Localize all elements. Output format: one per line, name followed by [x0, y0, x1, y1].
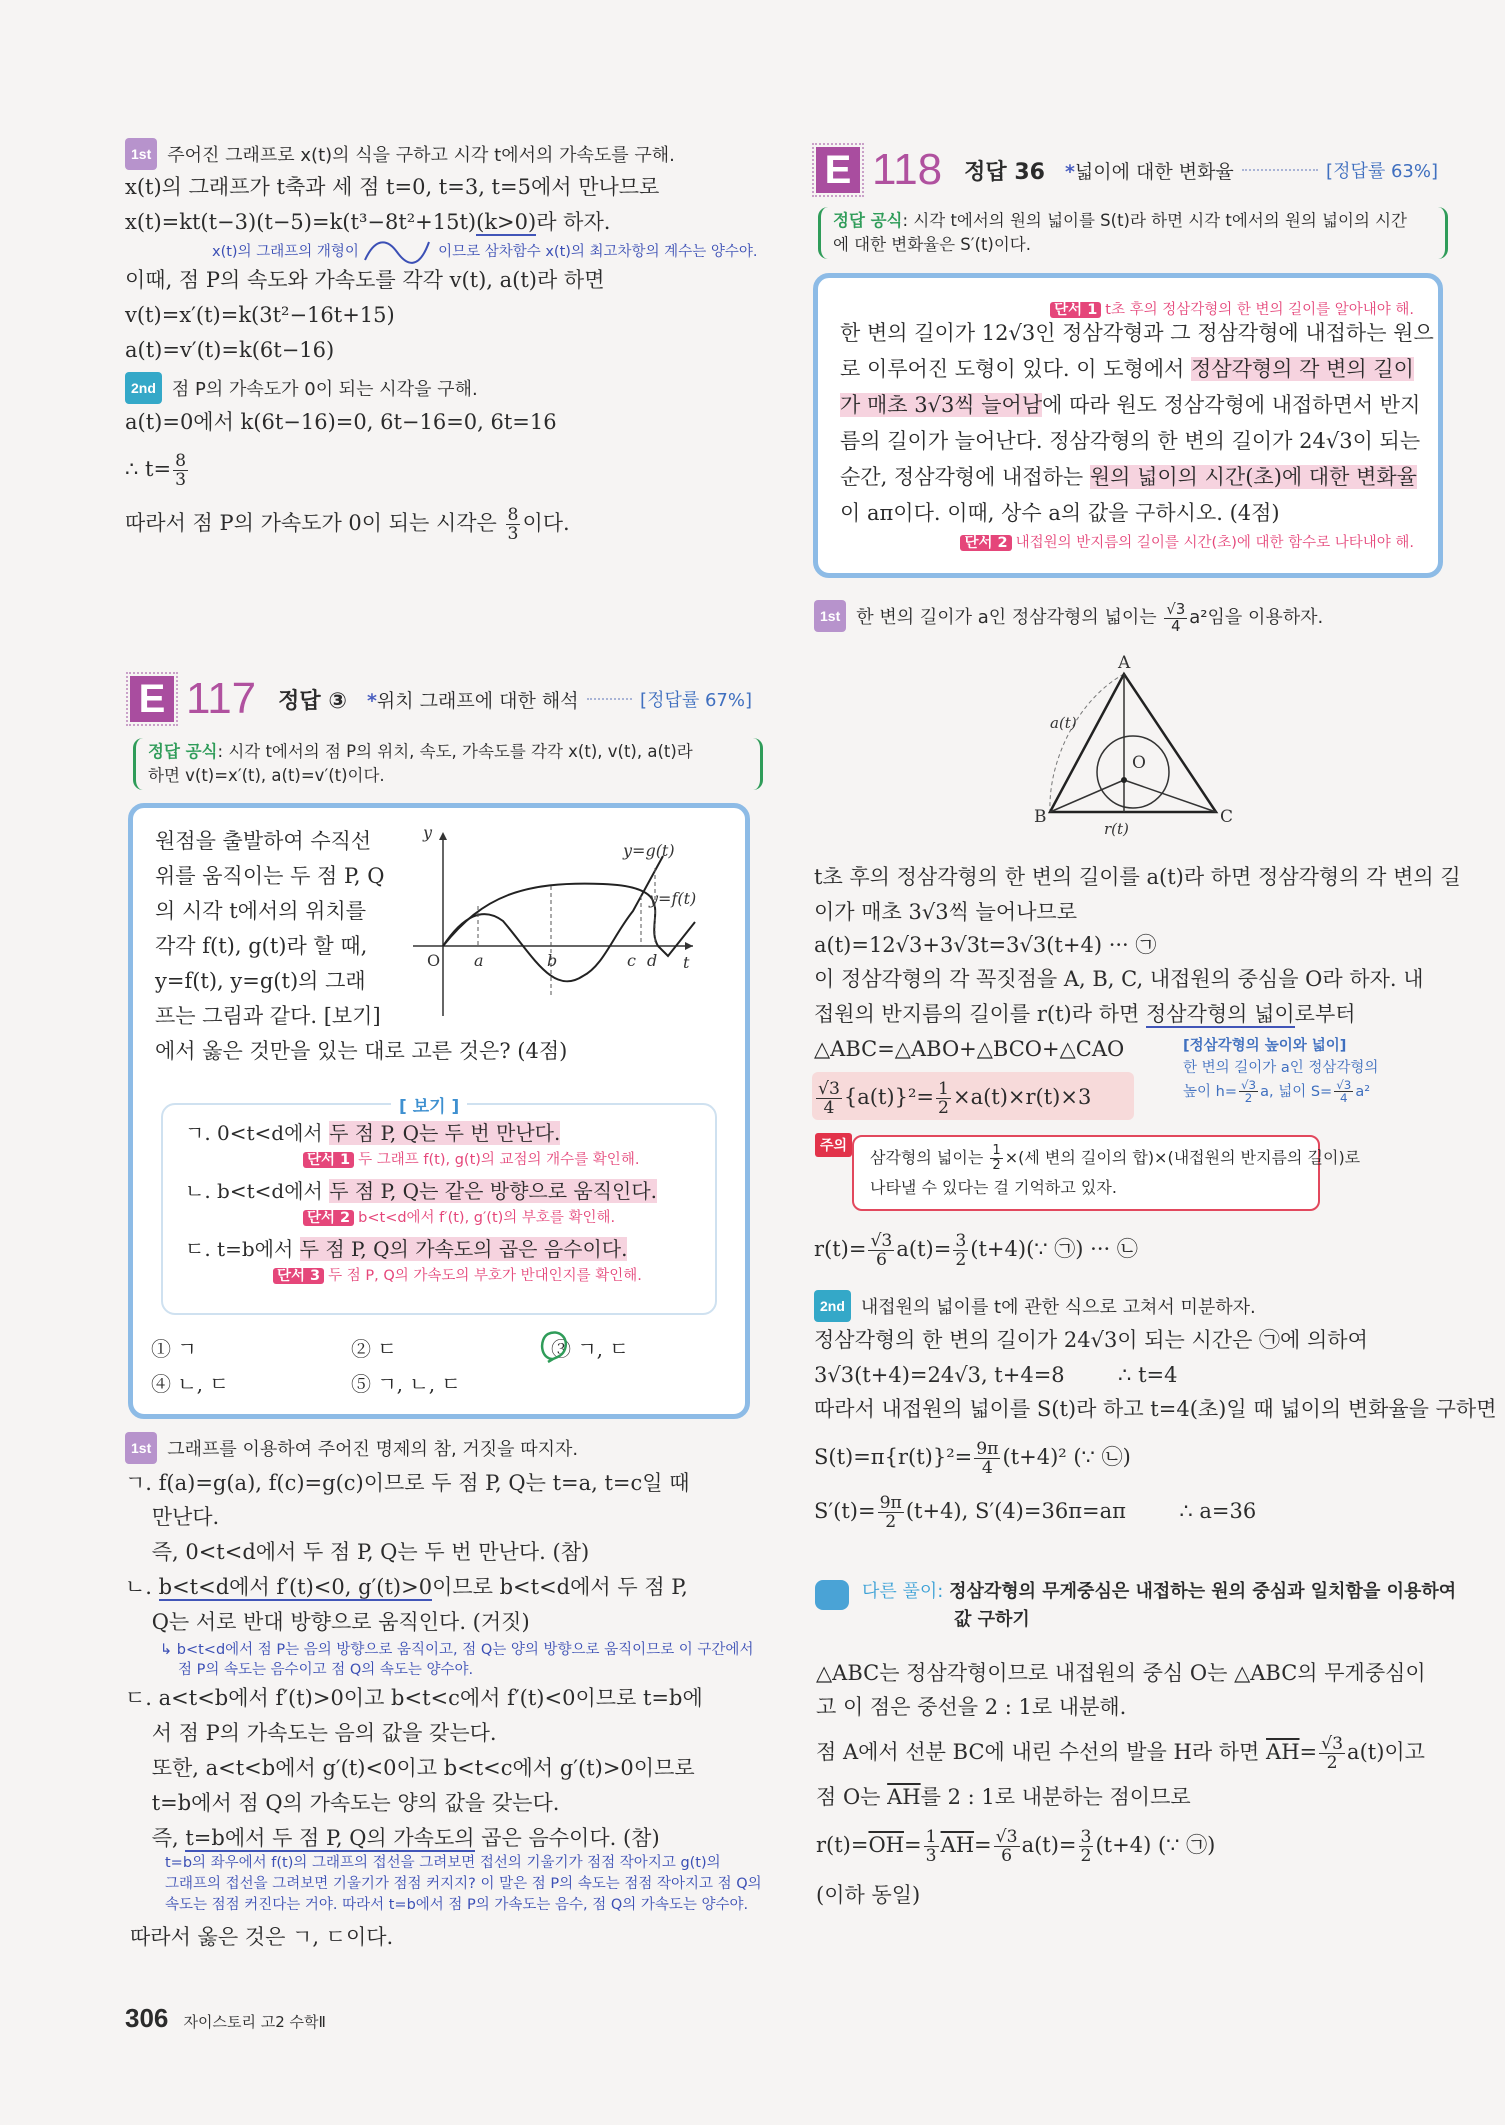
hint-text: 내접원의 반지름의 길이를 시간(초)에 대한 함수로 나타내야 해. — [1015, 535, 1414, 551]
fraction: $\frac{8}{3}$ — [507, 505, 519, 545]
solution-line: a(t)=v′(t)=k(6t−16) — [125, 338, 335, 362]
f-label: y=f(t) — [649, 889, 697, 908]
solution-line: 즉, 0<t<d에서 두 점 P, Q는 두 번 만난다. (참) — [125, 1540, 590, 1564]
choice-option[interactable]: ⑤ ㄱ, ㄴ, ㄷ — [351, 1372, 461, 1396]
vertex-c-label: C — [1220, 807, 1234, 827]
highlight: 원의 넓이의 시간(초)에 대한 변화율 — [1089, 465, 1417, 489]
fraction: $\frac{9\pi}{4}$ — [976, 1439, 999, 1479]
formula-text: : 시각 t에서의 점 P의 위치, 속도, 가속도를 각각 x(t), v(t), a(t)라 — [217, 742, 693, 761]
caution-text: 삼각형의 넓이는 $\frac{1}{2}$ ×(세 변의 길이의 합)×(내접원의 반지름의 길이)로 — [870, 1143, 1361, 1173]
solution-line: Q는 서로 반대 방향으로 움직인다. (거짓) — [125, 1610, 530, 1634]
fraction: $\frac{8}{3}$ — [175, 451, 187, 491]
step1-heading — [125, 1432, 578, 1465]
problem-118-box — [813, 273, 1443, 578]
answer-formula — [818, 207, 1448, 259]
highlight: 두 점 P, Q는 두 번 만난다. — [329, 1121, 561, 1145]
problem-line: 에서 옳은 것만을 있는 대로 고른 것은? (4점) — [155, 1039, 568, 1063]
vertex-b-label: B — [1034, 807, 1047, 827]
solution-line: ㄷ. a<t<b에서 f′(t)>0이고 b<t<c에서 f′(t)<0이므로 t=b에 — [125, 1686, 703, 1710]
hint-1 — [1050, 298, 1414, 319]
solution-line: ∴ t= $\frac{8}{3}$ — [125, 451, 187, 491]
solution-line: t초 후의 정삼각형의 한 변의 길이를 a(t)라 하면 정삼각형의 각 변의 길 — [814, 865, 1461, 889]
solution-note: 그래프의 접선을 그려보면 기울기가 점점 커지지? 이 말은 점 P의 속도는 점점 작아지고 점 Q의 — [165, 1876, 762, 1892]
solution-line: 서 점 P의 가속도는 음의 값을 갖는다. — [125, 1721, 497, 1745]
y-label: y — [423, 826, 433, 842]
highlight: 두 점 P, Q의 가속도의 곱은 음수이다. — [299, 1237, 628, 1261]
problem-line: 한 변의 길이가 12√3인 정삼각형과 그 정삼각형에 내접하는 원으 — [840, 321, 1434, 345]
bogi-statement: ㄱ. 0<t<d에서 — [185, 1121, 330, 1145]
problem-line: 위를 움직이는 두 점 P, Q — [155, 864, 385, 888]
fraction: $\frac{√3}{4}$ — [1166, 601, 1186, 635]
problem-line: 름의 길이가 늘어난다. 정삼각형의 한 변의 길이가 24√3이 되는 — [840, 429, 1421, 453]
g-label: y=g(t) — [623, 841, 675, 860]
step2-badge: 2nd — [814, 1290, 851, 1322]
hint — [303, 1148, 639, 1169]
alt-title: 값 구하기 — [954, 1609, 1030, 1630]
solution-line: 이때, 점 P의 속도와 가속도를 각각 v(t), a(t)라 하면 — [125, 268, 605, 292]
correct-rate: [정답률 63%] — [1326, 161, 1438, 182]
formula-label: 정답 공식 — [833, 211, 903, 230]
solution-line: 따라서 내접원의 넓이를 S(t)라 하고 t=4(초)일 때 넓이의 변화율을 구하면 — [814, 1397, 1497, 1421]
hint-tag: 단서 3 — [273, 1268, 324, 1284]
fraction: $\frac{1}{2}$ — [992, 1143, 1001, 1173]
book-title: 자이스토리 고2 수학Ⅱ — [183, 2013, 326, 2031]
y-axis-arrow-icon — [439, 832, 447, 840]
fraction: $\frac{√3}{2}$ — [1240, 1078, 1257, 1106]
bogi-item — [185, 1234, 627, 1264]
problem-line: 의 시각 t에서의 위치를 — [155, 899, 367, 923]
correct-rate: [정답률 67%] — [640, 690, 752, 711]
step2-heading — [814, 1290, 1256, 1323]
conclusion: 따라서 옳은 것은 ㄱ, ㄷ이다. — [130, 1925, 394, 1949]
dotted-leader — [1242, 169, 1318, 171]
underline: 정삼각형의 넓이 — [1145, 1002, 1295, 1026]
fraction: $\frac{√3}{6}$ — [870, 1231, 893, 1271]
solution-line: ㄱ. f(a)=g(a), f(c)=g(c)이므로 두 점 P, Q는 t=a, t=c일 때 — [125, 1471, 690, 1495]
step2-badge: 2nd — [125, 372, 162, 404]
solution-note: ↳ b<t<d에서 점 P는 음의 방향으로 움직이고, 점 Q는 양의 방향으로 움직이므로 이 구간에서 — [160, 1642, 754, 1658]
formula-text: 하면 v(t)=x′(t), a(t)=v′(t)이다. — [148, 766, 385, 785]
side-note — [1183, 1035, 1378, 1105]
formula-text: 에 대한 변화율은 S′(t)이다. — [833, 235, 1031, 254]
step1-heading — [814, 600, 1323, 634]
bogi-statement: ㄴ. b<t<d에서 — [185, 1179, 330, 1203]
note-text: 이므로 삼차함수 x(t)의 최고차항의 계수는 양수야. — [438, 244, 758, 260]
problem-117-box — [128, 803, 750, 1419]
hint-text: t초 후의 정삼각형의 한 변의 길이를 알아내야 해. — [1105, 302, 1414, 318]
solution-line: a(t)=12√3+3√3t=3√3(t+4) ··· ㉠ — [814, 933, 1157, 957]
solution-line: $r(t)=\overline{OH}=$ $\frac{1}{3}$ $\overline{AH}=$ $\frac{√3}{6}$ a(t)= $\frac{3}{2}$ (t+4) (∵ ㉠) — [816, 1827, 1216, 1867]
problem-line: 원점을 출발하여 수직선 — [155, 829, 372, 853]
problem-line: 로 이루어진 도형이 있다. 이 도형에서 정삼각형의 각 변의 길이 — [840, 357, 1414, 381]
cubic-curve-icon — [363, 240, 433, 264]
problem-118-header — [816, 145, 1438, 195]
highlight: 가 매초 3√3씩 늘어남 — [840, 393, 1043, 417]
alt-label: 다른 풀이: — [862, 1581, 944, 1602]
hint-tag: 단서 2 — [303, 1210, 354, 1226]
problem-line: 각각 f(t), g(t)라 할 때, — [155, 934, 368, 958]
page-number: 306 — [125, 2003, 169, 2033]
step1-title: 그래프를 이용하여 주어진 명제의 참, 거짓을 따지자. — [167, 1439, 579, 1460]
underline: (k>0) — [476, 210, 537, 234]
solution-line: x(t)의 그래프가 t축과 세 점 t=0, t=3, t=5에서 만나므로 — [125, 175, 660, 199]
star-icon: * — [366, 689, 377, 712]
fraction: $\frac{√3}{6}$ — [995, 1827, 1018, 1867]
solution-line: 이 정삼각형의 각 꼭짓점을 A, B, C, 내접원의 중심을 O라 하자. 내 — [814, 967, 1424, 991]
bogi-title: [ 보기 ] — [391, 1092, 467, 1117]
solution-line: 접원의 반지름의 길이를 r(t)라 하면 정삼각형의 넓이로부터 — [814, 1002, 1356, 1026]
segment: $\overline{OH}$ — [868, 1833, 904, 1858]
problem-line: 순간, 정삼각형에 내접하는 원의 넓이의 시간(초)에 대한 변화율 — [840, 465, 1417, 489]
highlight: 두 점 P, Q는 같은 방향으로 움직인다. — [329, 1179, 658, 1203]
side-note-title: [정삼각형의 높이와 넓이] — [1183, 1038, 1347, 1054]
choice-option[interactable]: ④ ㄴ, ㄷ — [151, 1372, 229, 1396]
choice-option[interactable]: ③ ㄱ, ㄷ — [551, 1337, 629, 1361]
triangle-diagram — [1020, 648, 1240, 838]
solution-line: 즉, t=b에서 두 점 P, Q의 가속도의 곱은 음수이다. (참) — [125, 1826, 660, 1850]
problem-number: 118 — [872, 145, 943, 194]
fraction: $\frac{√3}{4}$ — [1336, 1078, 1352, 1106]
alt-title: 정삼각형의 무게중심은 내접하는 원의 중심과 일치함을 이용하여 — [949, 1581, 1457, 1602]
hint-tag: 단서 1 — [1050, 302, 1101, 318]
solution-line: 점 A에서 선분 BC에 내린 수선의 발을 H라 하면 $\overline{AH}=$ $\frac{√3}{2}$ a(t)이고 — [816, 1734, 1425, 1774]
fraction: $\frac{1}{2}$ — [938, 1079, 949, 1119]
fraction: $\frac{1}{3}$ — [925, 1827, 937, 1867]
radius-label: r(t) — [1104, 820, 1129, 838]
caution-text: 나타낼 수 있다는 걸 기억하고 있자. — [870, 1178, 1117, 1197]
answer: 정답 ③ — [278, 688, 347, 714]
center-point — [1121, 777, 1127, 783]
hint — [273, 1264, 642, 1285]
fraction: $\frac{3}{2}$ — [1080, 1827, 1092, 1867]
side-label: a(t) — [1050, 714, 1077, 732]
fraction: $\frac{9\pi}{2}$ — [879, 1493, 902, 1533]
step1-badge: 1st — [125, 1432, 157, 1464]
side-note-text: 높이 h= $\frac{√3}{2}$ a, 넓이 S= $\frac{√3}{4}$ a² — [1183, 1078, 1371, 1106]
note-text: x(t)의 그래프의 개형이 — [212, 244, 359, 260]
hint — [303, 1206, 615, 1227]
section-letter: E — [130, 676, 174, 722]
solution-line: 이가 매초 3√3씩 늘어나므로 — [814, 900, 1077, 924]
caution-box — [852, 1135, 1361, 1211]
step1-badge: 1st — [814, 600, 846, 632]
alternative-solution-heading — [862, 1578, 1456, 1634]
solution-line: S′(t)= $\frac{9\pi}{2}$ (t+4), S′(4)=36π=aπ ∴ a=36 — [814, 1493, 1257, 1533]
triangle — [1050, 674, 1216, 812]
r-equation: r(t)= $\frac{√3}{6}$ a(t)= $\frac{3}{2}$ (t+4)(∵ ㉠) ··· ㉡ — [814, 1231, 1138, 1271]
step2-heading — [125, 372, 478, 405]
selected-circle-icon — [536, 1329, 570, 1363]
topic-text: 넓이에 대한 변화율 — [1074, 160, 1234, 183]
fraction: $\frac{3}{2}$ — [955, 1231, 967, 1271]
highlight: 정삼각형의 각 변의 길이 — [1191, 357, 1414, 381]
f-curve-tail — [658, 922, 695, 956]
answer-formula — [133, 738, 763, 790]
position-graph — [403, 826, 703, 1026]
solution-line: 따라서 점 P의 가속도가 0이 되는 시각은 $\frac{8}{3}$ 이다. — [125, 505, 570, 545]
solution-line: x(t)=kt(t−3)(t−5)=k(t³−8t²+15t)(k>0)라 하자. — [125, 210, 611, 234]
solution-line: △ABC=△ABO+△BCO+△CAO — [814, 1037, 1125, 1061]
topic — [367, 686, 579, 713]
formula-text: : 시각 t에서의 원의 넓이를 S(t)라 하면 시각 t에서의 원의 넓이의 시간 — [902, 211, 1407, 230]
hint-2 — [960, 531, 1414, 552]
topic-text: 위치 그래프에 대한 해석 — [376, 689, 579, 712]
b-label: b — [547, 951, 558, 970]
a-label: a — [474, 951, 484, 970]
solution-line: 만난다. — [125, 1505, 220, 1529]
origin-label: O — [427, 951, 441, 970]
solution-line: ㄴ. b<t<d에서 f′(t)<0, g′(t)>0이므로 b<t<d에서 두 점 P, — [125, 1575, 688, 1599]
problem-line: 이 aπ이다. 이때, 상수 a의 값을 구하시오. (4점) — [840, 501, 1280, 525]
t-axis-arrow-icon — [685, 942, 693, 950]
underline: t=b에서 두 점 P, Q의 가속도의 — [185, 1826, 475, 1850]
bogi-item — [185, 1118, 560, 1148]
dotted-leader — [587, 698, 632, 700]
answer: 정답 36 — [964, 159, 1045, 185]
solution-note: t=b의 좌우에서 f(t)의 그래프의 접선을 그려보면 접선의 기울기가 점점 작아지고 g(t)의 — [165, 1855, 721, 1871]
choice-option[interactable]: ① ㄱ — [151, 1337, 197, 1361]
step2-title: 점 P의 가속도가 0이 되는 시각을 구해. — [171, 379, 478, 400]
problem-line: 프는 그림과 같다. [보기] — [155, 1004, 381, 1028]
section-letter: E — [816, 147, 860, 193]
vertex-a-label: A — [1118, 653, 1131, 673]
solution-line: v(t)=x′(t)=k(3t²−16t+15) — [125, 303, 395, 327]
solution-line: a(t)=0에서 k(6t−16)=0, 6t−16=0, 6t=16 — [125, 410, 557, 434]
segment: $\overline{AH}$ — [1266, 1740, 1300, 1765]
solution-line: t=b에서 점 Q의 가속도는 양의 값을 갖는다. — [125, 1791, 560, 1815]
solution-line: 정삼각형의 한 변의 길이가 24√3이 되는 시간은 ㉠에 의하여 — [814, 1328, 1368, 1352]
star-icon: * — [1064, 160, 1075, 183]
formula-label: 정답 공식 — [148, 742, 218, 761]
graph-shape-note — [212, 240, 757, 264]
step1-title: 한 변의 길이가 a인 정삼각형의 넓이는 $\frac{√3}{4}$ a²임을 이용하자. — [856, 601, 1324, 635]
solution-line: 점 O는 $\overline{AH}$를 2 : 1로 내분하는 점이므로 — [816, 1785, 1191, 1809]
solution-note: 속도는 점점 커진다는 거야. 따라서 t=b에서 점 P의 가속도는 음수, 점 Q의 가속도는 양수야. — [165, 1897, 749, 1913]
step2-title: 내접원의 넓이를 t에 관한 식으로 고쳐서 미분하자. — [860, 1297, 1256, 1318]
hint-tag: 단서 1 — [303, 1152, 354, 1168]
side-note-text: 한 변의 길이가 a인 정삼각형의 — [1183, 1060, 1379, 1076]
solution-line: (이하 동일) — [816, 1883, 921, 1907]
segment: $\overline{AH}$ — [940, 1833, 975, 1858]
hint-text: b<t<d에서 f′(t), g′(t)의 부호를 확인해. — [358, 1210, 616, 1226]
topic — [1065, 157, 1234, 184]
solution-line: 3√3(t+4)=24√3, t+4=8 ∴ t=4 — [814, 1363, 1178, 1387]
bogi-item — [185, 1176, 657, 1206]
page-footer — [125, 2003, 326, 2034]
caution-tag: 주의 — [815, 1133, 852, 1157]
problem-line: 가 매초 3√3씩 늘어남에 따라 원도 정삼각형에 내접하면서 반지 — [840, 393, 1421, 417]
step1-badge: 1st — [125, 138, 157, 170]
center-o-label: O — [1132, 753, 1146, 773]
underline: b<t<d에서 f′(t)<0, g′(t)>0 — [158, 1575, 433, 1599]
choice-option[interactable]: ② ㄷ — [351, 1337, 397, 1361]
solution-note: 점 P의 속도는 음수이고 점 Q의 속도는 양수야. — [178, 1662, 474, 1678]
fraction: $\frac{√3}{2}$ — [1321, 1734, 1344, 1774]
step1-title: 주어진 그래프로 x(t)의 식을 구하고 시각 t에서의 가속도를 구해. — [167, 145, 675, 166]
solution-line: 또한, a<t<b에서 g′(t)<0이고 b<t<c에서 g′(t)>0이므로 — [125, 1756, 695, 1780]
hint-tag: 단서 2 — [960, 535, 1011, 551]
t-label: t — [683, 953, 690, 972]
step1-heading — [125, 138, 675, 171]
d-label: d — [647, 951, 658, 970]
solution-line: S(t)=π{r(t)}²= $\frac{9\pi}{4}$ (t+4)² (∵ ㉡) — [814, 1439, 1131, 1479]
dice-icon — [815, 1580, 849, 1610]
solution-line: △ABC는 정삼각형이므로 내접원의 중심 O는 △ABC의 무게중심이 — [816, 1661, 1426, 1685]
bogi-statement: ㄷ. t=b에서 — [185, 1237, 300, 1261]
area-equation: $\frac{√3}{4}$ {a(t)}²= $\frac{1}{2}$ ×a(t)×r(t)×3 — [818, 1079, 1092, 1119]
problem-line: y=f(t), y=g(t)의 그래 — [155, 969, 366, 993]
hint-text: 두 점 P, Q의 가속도의 부호가 반대인지를 확인해. — [328, 1268, 642, 1284]
c-label: c — [627, 951, 636, 970]
solution-line: 고 이 점은 중선을 2 : 1로 내분해. — [816, 1695, 1127, 1719]
segment: $\overline{AH}$ — [887, 1785, 921, 1809]
fraction: $\frac{√3}{4}$ — [818, 1079, 840, 1119]
problem-number: 117 — [186, 674, 257, 723]
problem-117-header — [130, 674, 752, 724]
hint-text: 두 그래프 f(t), g(t)의 교점의 개수를 확인해. — [358, 1152, 640, 1168]
segment-ob — [1050, 780, 1124, 812]
